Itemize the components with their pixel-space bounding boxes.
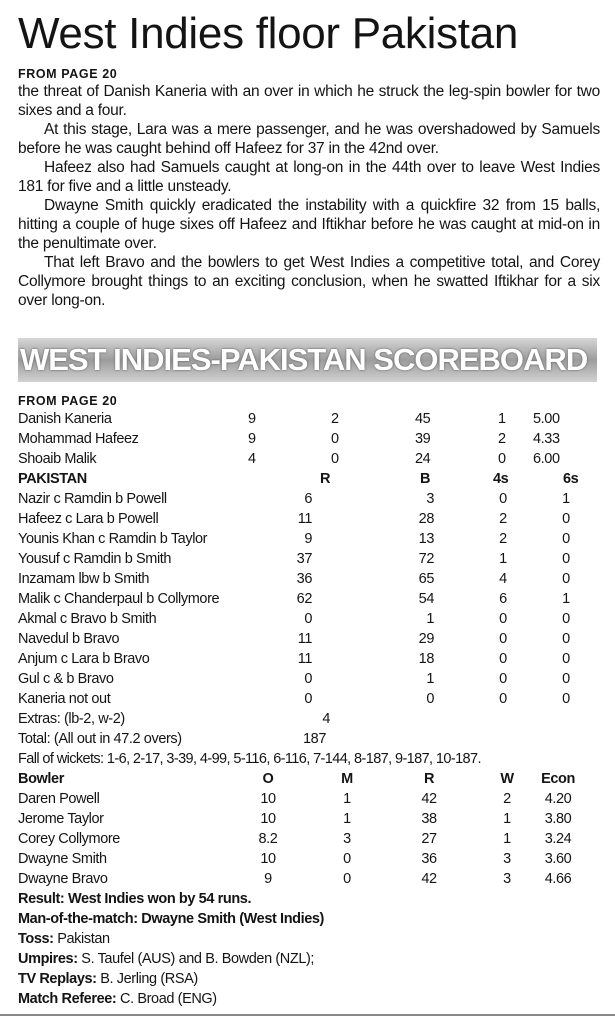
overs: 10	[260, 791, 276, 807]
bowler-name: Dwayne Bravo	[18, 871, 108, 887]
maidens-header: M	[341, 771, 353, 787]
balls: 1	[426, 611, 434, 627]
maidens: 3	[343, 831, 351, 847]
man-of-the-match-text: Man-of-the-match: Dwayne Smith (West Indies)	[18, 911, 324, 927]
story-kicker: FROM PAGE 20	[18, 67, 118, 81]
bowling-row	[18, 829, 608, 849]
overs: 9	[248, 411, 256, 427]
economy: 4.33	[533, 431, 560, 447]
economy: 4.66	[544, 871, 572, 887]
maidens: 1	[343, 791, 351, 807]
runs: 0	[304, 671, 312, 687]
bowler-name: Jerome Taylor	[18, 811, 104, 827]
batsman: Nazir c Ramdin b Powell	[18, 491, 167, 507]
sixes: 0	[562, 511, 570, 527]
bowling-carry-row	[18, 449, 608, 469]
economy: 3.80	[544, 811, 572, 827]
batting-row	[18, 649, 608, 669]
wickets: 1	[503, 811, 511, 827]
sixes: 1	[562, 491, 570, 507]
batsman: Gul c & b Bravo	[18, 671, 114, 687]
bowling-row	[18, 789, 608, 809]
bowling-carry-row	[18, 409, 608, 429]
runs: 36	[421, 851, 437, 867]
fours: 2	[499, 531, 507, 547]
overs: 9	[248, 431, 256, 447]
total-row	[18, 729, 608, 749]
sixes: 0	[562, 631, 570, 647]
runs: 0	[304, 611, 312, 627]
match-referee-line	[18, 989, 608, 1009]
economy: 6.00	[533, 451, 560, 467]
runs: 6	[304, 491, 312, 507]
scoreboard-kicker: FROM PAGE 20	[18, 394, 118, 408]
bowler-name: Daren Powell	[18, 791, 100, 807]
runs: 38	[421, 811, 437, 827]
wickets-header: W	[500, 771, 514, 787]
scoreboard-banner	[18, 338, 597, 382]
sixes: 0	[562, 551, 570, 567]
runs: 11	[297, 511, 312, 527]
story-paragraph: the threat of Danish Kaneria with an over in which he struck the leg-spin bowler for two sixes and a four.	[18, 83, 600, 119]
toss-line	[18, 929, 608, 949]
batsman: Younis Khan c Ramdin b Taylor	[18, 531, 208, 547]
runs: 42	[421, 791, 437, 807]
tv-replays-line	[18, 969, 608, 989]
maidens: 2	[331, 411, 339, 427]
tv-replays-label: TV Replays:	[18, 971, 97, 987]
extras-value: 4	[322, 711, 330, 727]
wickets: 3	[503, 851, 511, 867]
headline: West Indies floor Pakistan	[18, 9, 519, 58]
economy: 3.60	[544, 851, 572, 867]
batsman: Inzamam lbw b Smith	[18, 571, 149, 587]
sixes: 1	[562, 591, 570, 607]
economy: 3.24	[544, 831, 572, 847]
scoreboard-table	[18, 409, 608, 1009]
runs: 0	[304, 691, 312, 707]
scoreboard-title: WEST INDIES-PAKISTAN SCOREBOARD	[20, 342, 588, 377]
batsman: Malik c Chanderpaul b Collymore	[18, 591, 220, 607]
runs: 36	[296, 571, 312, 587]
batsman: Yousuf c Ramdin b Smith	[18, 551, 172, 567]
result-line	[18, 889, 608, 909]
bowler-header: Bowler	[18, 771, 64, 787]
batting-row	[18, 489, 608, 509]
bowling-row	[18, 869, 608, 889]
total-value: 187	[303, 731, 326, 747]
bottom-rule	[0, 1014, 615, 1016]
wickets: 0	[498, 451, 506, 467]
balls: 54	[418, 591, 434, 607]
runs: 11	[297, 631, 312, 647]
match-referee-value: C. Broad (ENG)	[120, 991, 217, 1007]
umpires-value: S. Taufel (AUS) and B. Bowden (NZL);	[81, 951, 315, 967]
fours: 0	[499, 651, 507, 667]
economy-header: Econ	[541, 771, 575, 787]
runs-header: R	[320, 471, 331, 487]
balls: 1	[426, 671, 434, 687]
sixes: 0	[562, 671, 570, 687]
wickets: 1	[498, 411, 506, 427]
batting-row	[18, 589, 608, 609]
overs: 10	[260, 811, 276, 827]
maidens: 0	[331, 431, 339, 447]
economy: 5.00	[533, 411, 560, 427]
batting-row	[18, 549, 608, 569]
maidens: 0	[343, 851, 351, 867]
total-label: Total: (All out in 47.2 overs)	[18, 731, 182, 747]
batsman: Hafeez c Lara b Powell	[18, 511, 159, 527]
balls: 72	[418, 551, 434, 567]
batting-row	[18, 609, 608, 629]
batsman: Akmal c Bravo b Smith	[18, 611, 157, 627]
batting-row	[18, 669, 608, 689]
batsman: Kaneria not out	[18, 691, 111, 707]
extras-row	[18, 709, 608, 729]
fours: 0	[499, 691, 507, 707]
balls: 13	[418, 531, 434, 547]
story-paragraph: Hafeez also had Samuels caught at long-on in the 44th over to leave West Indies 181 for five and a little unsteady.	[18, 159, 600, 195]
match-referee-label: Match Referee:	[18, 991, 117, 1007]
batting-header	[18, 469, 608, 489]
balls: 3	[426, 491, 434, 507]
story-body	[18, 82, 600, 310]
balls: 18	[418, 651, 434, 667]
runs: 11	[297, 651, 312, 667]
runs: 45	[415, 411, 431, 427]
runs: 62	[296, 591, 312, 607]
batting-row	[18, 689, 608, 709]
umpires-line	[18, 949, 608, 969]
balls: 0	[426, 691, 434, 707]
balls: 28	[418, 511, 434, 527]
fours: 0	[499, 491, 507, 507]
fours: 0	[499, 671, 507, 687]
batsman: Anjum c Lara b Bravo	[18, 651, 150, 667]
runs-header: R	[423, 771, 435, 787]
fours: 4	[499, 571, 507, 587]
overs: 8.2	[258, 831, 278, 847]
wickets: 1	[503, 831, 511, 847]
batting-row	[18, 509, 608, 529]
bowler-name: Dwayne Smith	[18, 851, 107, 867]
fours: 0	[499, 631, 507, 647]
maidens: 0	[343, 871, 351, 887]
bowling-header	[18, 769, 608, 789]
fours: 0	[499, 611, 507, 627]
sixes-header: 6s	[563, 471, 579, 487]
story-paragraph: That left Bravo and the bowlers to get West Indies a competitive total, and Corey Collymore brought things to an exciting conclusion, when he swatted Iftikhar for a six over long-on.	[18, 254, 600, 309]
runs: 42	[421, 871, 437, 887]
bowling-carry-row	[18, 429, 608, 449]
runs: 27	[421, 831, 437, 847]
umpires-label: Umpires:	[18, 951, 78, 967]
fours: 1	[499, 551, 507, 567]
extras-label: Extras: (lb-2, w-2)	[18, 711, 125, 727]
sixes: 0	[562, 691, 570, 707]
sixes: 0	[562, 531, 570, 547]
sixes: 0	[562, 571, 570, 587]
runs: 39	[415, 431, 431, 447]
overs: 10	[260, 851, 276, 867]
fall-of-wickets	[18, 749, 608, 769]
maidens: 1	[343, 811, 351, 827]
balls: 65	[418, 571, 434, 587]
wickets: 3	[503, 871, 511, 887]
fall-of-wickets-text: Fall of wickets: 1-6, 2-17, 3-39, 4-99, 5-116, 6-116, 7-144, 8-187, 9-187, 10-187.	[18, 751, 481, 767]
bowling-row	[18, 809, 608, 829]
bowler-name: Danish Kaneria	[18, 411, 112, 427]
story-paragraph: At this stage, Lara was a mere passenger, and he was overshadowed by Samuels before he was caught behind off Hafeez for 37 in the 42nd over.	[18, 121, 600, 157]
bowling-row	[18, 849, 608, 869]
wickets: 2	[498, 431, 506, 447]
runs: 37	[296, 551, 312, 567]
man-of-the-match-line	[18, 909, 608, 929]
sixes: 0	[562, 611, 570, 627]
fours: 6	[499, 591, 507, 607]
batting-row	[18, 629, 608, 649]
batting-row	[18, 569, 608, 589]
bowler-name: Corey Collymore	[18, 831, 120, 847]
maidens: 0	[331, 451, 339, 467]
balls: 29	[418, 631, 434, 647]
story-paragraph: Dwayne Smith quickly eradicated the instability with a quickfire 32 from 15 balls, hitting a couple of huge sixes off Hafeez and Iftikhar before he was caught at mid-on in the penultimate over.	[18, 197, 600, 252]
wickets: 2	[503, 791, 511, 807]
tv-replays-value: B. Jerling (RSA)	[100, 971, 198, 987]
sixes: 0	[562, 651, 570, 667]
overs: 4	[248, 451, 256, 467]
bowler-name: Shoaib Malik	[18, 451, 97, 467]
result-text: Result: West Indies won by 54 runs.	[18, 891, 252, 907]
toss-value: Pakistan	[57, 931, 110, 947]
fours: 2	[499, 511, 507, 527]
fours-header: 4s	[493, 471, 509, 487]
runs: 9	[304, 531, 312, 547]
team-name: PAKISTAN	[18, 471, 87, 487]
economy: 4.20	[544, 791, 572, 807]
overs-header: O	[262, 771, 274, 787]
batsman: Navedul b Bravo	[18, 631, 120, 647]
overs: 9	[264, 871, 272, 887]
runs: 24	[415, 451, 431, 467]
toss-label: Toss:	[18, 931, 54, 947]
balls-header: B	[420, 471, 431, 487]
bowler-name: Mohammad Hafeez	[18, 431, 139, 447]
batting-row	[18, 529, 608, 549]
